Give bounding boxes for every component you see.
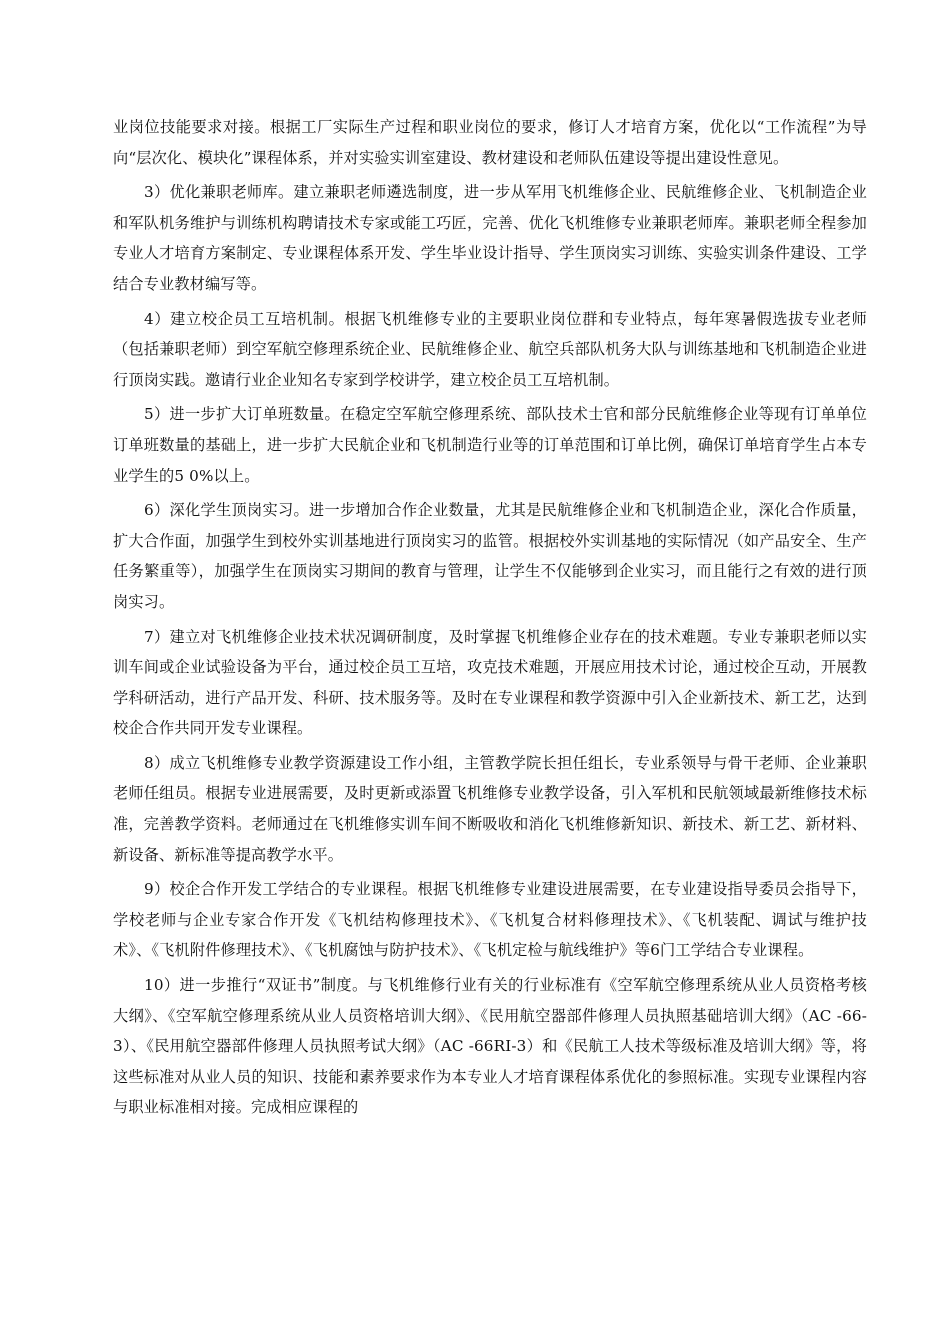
paragraph-item-4: 4）建立校企员工互培机制。根据飞机维修专业的主要职业岗位群和专业特点，每年寒暑假选拔专业老师（包括兼职老师）到空军航空修理系统企业、民航维修企业、航空兵部队机务大队与训练基地和飞机制造企业进行顶岗实践。邀请行业企业知名专家到学校讲学，建立校企员工互培机制。 — [113, 309, 867, 389]
paragraph-item-7: 7）建立对飞机维修企业技术状况调研制度，及时掌握飞机维修企业存在的技术难题。专业专兼职老师以实训车间或企业试验设备为平台，通过校企员工互培，攻克技术难题，开展应用技术讨论，通过校企互动，开展教学科研活动，进行产品开发、科研、技术服务等。及时在专业课程和教学资源中引入企业新技术、新工艺，达到校企合作共同开发专业课程。 — [113, 627, 867, 738]
paragraph-continuation: 业岗位技能要求对接。根据工厂实际生产过程和职业岗位的要求，修订人才培育方案，优化以“工作流程”为导向“层次化、模块化”课程体系，并对实验实训室建设、教材建设和老师队伍建设等提出建设性意见。 — [113, 118, 867, 167]
paragraph-item-6: 6）深化学生顶岗实习。进一步增加合作企业数量，尤其是民航维修企业和飞机制造企业，深化合作质量，扩大合作面，加强学生到校外实训基地进行顶岗实习的监管。根据校外实训基地的实际情况（如产品安全、生产任务繁重等），加强学生在顶岗实习期间的教育与管理，让学生不仅能够到企业实习，而且能行之有效的进行顶岗实习。 — [113, 501, 867, 611]
paragraph-item-9: 9）校企合作开发工学结合的专业课程。根据飞机维修专业建设进展需要，在专业建设指导委员会指导下，学校老师与企业专家合作开发《飞机结构修理技术》、《飞机复合材料修理技术》、《飞机装配、调试与维护技术》、《飞机附件修理技术》、《飞机腐蚀与防护技术》、《飞机定检与航线维护》等6门工学结合专业课程。 — [113, 880, 867, 960]
paragraph-item-10: 10）进一步推行“双证书”制度。与飞机维修行业有关的行业标准有《空军航空修理系统从业人员资格考核大纲》、《空军航空修理系统从业人员资格培训大纲》、《民用航空器部件修理人员执照基础培训大纲》（AC -66-3）、《民用航空器部件修理人员执照考试大纲》（AC -66RI-3）和《民航工人技术等级标准及培训大纲》等，将这些标准对从业人员的知识、技能和素养要求作为本专业人才培育课程体系优化的参照标准。实现专业课程内容与职业标准相对接。完成相应课程的 — [113, 976, 867, 1117]
paragraph-item-3: 3）优化兼职老师库。建立兼职老师遴选制度，进一步从军用飞机维修企业、民航维修企业、飞机制造企业和军队机务维护与训练机构聘请技术专家或能工巧匠，完善、优化飞机维修专业兼职老师库。兼职老师全程参加专业人才培育方案制定、专业课程体系开发、学生毕业设计指导、学生顶岗实习训练、实验实训条件建设、工学结合专业教材编写等。 — [113, 183, 867, 293]
paragraph-item-8: 8）成立飞机维修专业教学资源建设工作小组，主管教学院长担任组长，专业系领导与骨干老师、企业兼职老师任组员。根据专业进展需要，及时更新或添置飞机维修专业教学设备，引入军机和民航领域最新维修技术标准，完善教学资料。老师通过在飞机维修实训车间不断吸收和消化飞机维修新知识、新技术、新工艺、新材料、新设备、新标准等提高教学水平。 — [113, 753, 867, 864]
document-page — [113, 112, 867, 1127]
paragraph-item-5: 5）进一步扩大订单班数量。在稳定空军航空修理系统、部队技术士官和部分民航维修企业等现有订单单位订单班数量的基础上，进一步扩大民航企业和飞机制造行业等的订单范围和订单比例，确保订单培育学生占本专业学生的5 0%以上。 — [113, 405, 867, 485]
